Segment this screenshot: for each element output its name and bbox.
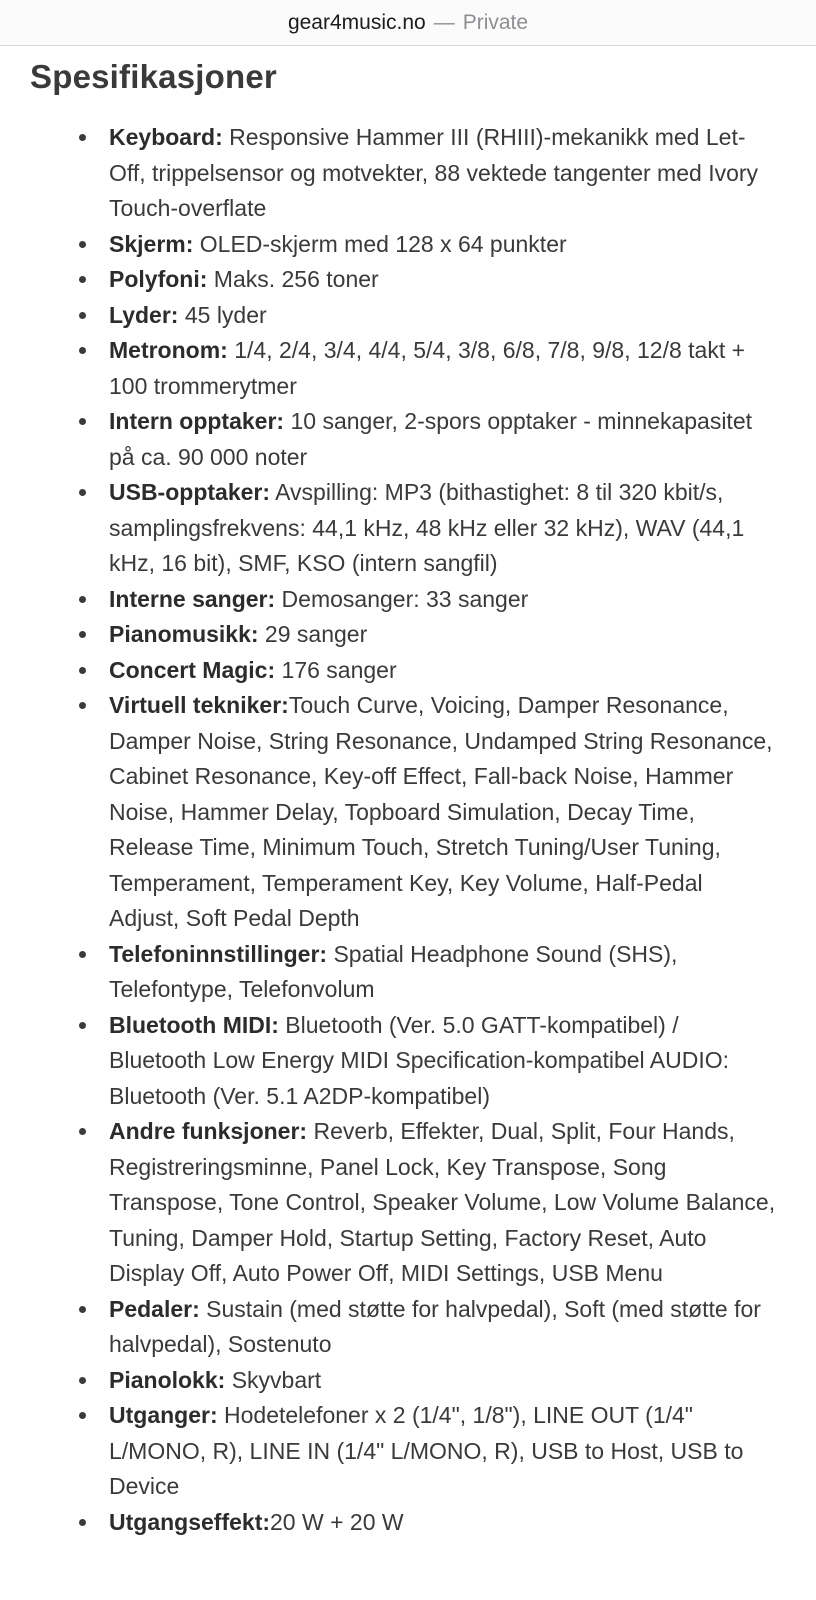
spec-item-keyboard: [30, 120, 788, 227]
private-mode-label: Private: [462, 10, 529, 34]
spec-value: Bluetooth (Ver. 5.0 GATT-kompatibel) / Bluetooth Low Energy MIDI Specification-kompatibel AUDIO: Bluetooth (Ver. 5.1 A2DP-kompatibel): [109, 1011, 730, 1109]
spec-item-telefoninnstillinger: [30, 937, 788, 1008]
spec-item-utgangseffekt: [30, 1505, 788, 1541]
spec-value: 45 lyder: [178, 301, 267, 328]
specs-list: [30, 120, 788, 1540]
spec-item-bluetooth-midi: [30, 1008, 788, 1115]
spec-value: 176 sanger: [275, 656, 397, 683]
spec-value: Spatial Headphone Sound (SHS), Telefontype, Telefonvolum: [109, 940, 678, 1002]
spec-value: Hodetelefoner x 2 (1/4", 1/8"), LINE OUT (1/4" L/MONO, R), LINE IN (1/4" L/MONO, R), USB to Host, USB to Device: [109, 1402, 744, 1499]
spec-item-usb-opptaker: [30, 475, 788, 582]
spec-label: Keyboard:: [109, 124, 223, 150]
spec-label: Bluetooth MIDI:: [109, 1011, 279, 1038]
spec-item-pianolokk: [30, 1363, 788, 1399]
address-separator: —: [433, 10, 455, 34]
spec-label: Intern opptaker:: [109, 408, 285, 434]
page-content: [0, 46, 816, 1540]
spec-item-metronom: [30, 333, 788, 404]
spec-value: 10 sanger, 2-spors opptaker - minnekapasitet på ca. 90 000 noter: [109, 408, 753, 470]
spec-item-skjerm: [30, 227, 788, 263]
spec-item-pedaler: [30, 1292, 788, 1363]
spec-value: Sustain (med støtte for halvpedal), Soft (med støtte for halvpedal), Sostenuto: [109, 1295, 761, 1357]
spec-label: Concert Magic:: [109, 656, 276, 683]
spec-value: 20 W + 20 W: [270, 1508, 404, 1535]
spec-label: Pianomusikk:: [109, 621, 259, 647]
spec-value: Demosanger: 33 sanger: [275, 585, 529, 612]
browser-address-bar[interactable]: [0, 0, 816, 46]
spec-label: Skjerm:: [109, 230, 194, 257]
spec-item-utganger: [30, 1398, 788, 1505]
spec-value: Reverb, Effekter, Dual, Split, Four Hands, Registreringsminne, Panel Lock, Key Transpose, Song Transpose, Tone Control, Speaker Volume, Low Volume Balance, Tuning, Damper Hold, Startup Setting, Factory Reset, Auto Display Off, Auto Power Off, MIDI Settings, USB Menu: [109, 1118, 776, 1286]
spec-item-virtuell-tekniker: [30, 688, 788, 937]
spec-label: Andre funksjoner:: [109, 1118, 308, 1144]
spec-label: Polyfoni:: [109, 266, 208, 292]
spec-value: Skyvbart: [225, 1366, 322, 1393]
spec-value: Touch Curve, Voicing, Damper Resonance, Damper Noise, String Resonance, Undamped String Resonance, Cabinet Resonance, Key-off Effect, Fall-back Noise, Hammer Noise, Hammer Delay, Topboard Simulation, Decay Time, Release Time, Minimum Touch, Stretch Tuning/User Tuning, Temperament, Temperament Key, Key Volume, Half-Pedal Adjust, Soft Pedal Depth: [109, 692, 773, 931]
spec-label: USB-opptaker:: [109, 479, 271, 505]
spec-item-intern-opptaker: [30, 404, 788, 475]
spec-value: Maks. 256 toner: [207, 266, 379, 292]
spec-label: Interne sanger:: [109, 585, 276, 612]
spec-label: Pianolokk:: [109, 1366, 226, 1393]
spec-value: OLED-skjerm med 128 x 64 punkter: [193, 230, 567, 257]
spec-value: 1/4, 2/4, 3/4, 4/4, 5/4, 3/8, 6/8, 7/8, 9/8, 12/8 takt + 100 trommerytmer: [109, 337, 746, 399]
spec-label: Utgangseffekt:: [109, 1508, 271, 1535]
spec-label: Pedaler:: [109, 1295, 200, 1322]
spec-value: Avspilling: MP3 (bithastighet: 8 til 320 kbit/s, samplingsfrekvens: 44,1 kHz, 48 kHz eller 32 kHz), WAV (44,1 kHz, 16 bit), SMF, KSO (intern sangfil): [109, 479, 745, 576]
spec-item-pianomusikk: [30, 617, 788, 653]
spec-item-interne-sanger: [30, 582, 788, 618]
section-title: Spesifikasjoner: [30, 58, 277, 95]
spec-label: Utganger:: [109, 1402, 218, 1428]
spec-label: Telefoninnstillinger:: [109, 940, 328, 967]
spec-label: Lyder:: [109, 301, 179, 328]
spec-value: 29 sanger: [258, 621, 368, 647]
address-domain[interactable]: gear4music.no: [287, 10, 426, 34]
spec-item-polyfoni: [30, 262, 788, 298]
spec-label: Metronom:: [109, 337, 228, 363]
spec-item-concert-magic: [30, 653, 788, 689]
spec-item-andre-funksjoner: [30, 1114, 788, 1292]
spec-value: Responsive Hammer III (RHIII)-mekanikk med Let-Off, trippelsensor og motvekter, 88 vektede tangenter med Ivory Touch-overflate: [109, 124, 759, 221]
spec-label: Virtuell tekniker:: [109, 692, 289, 718]
spec-item-lyder: [30, 298, 788, 334]
